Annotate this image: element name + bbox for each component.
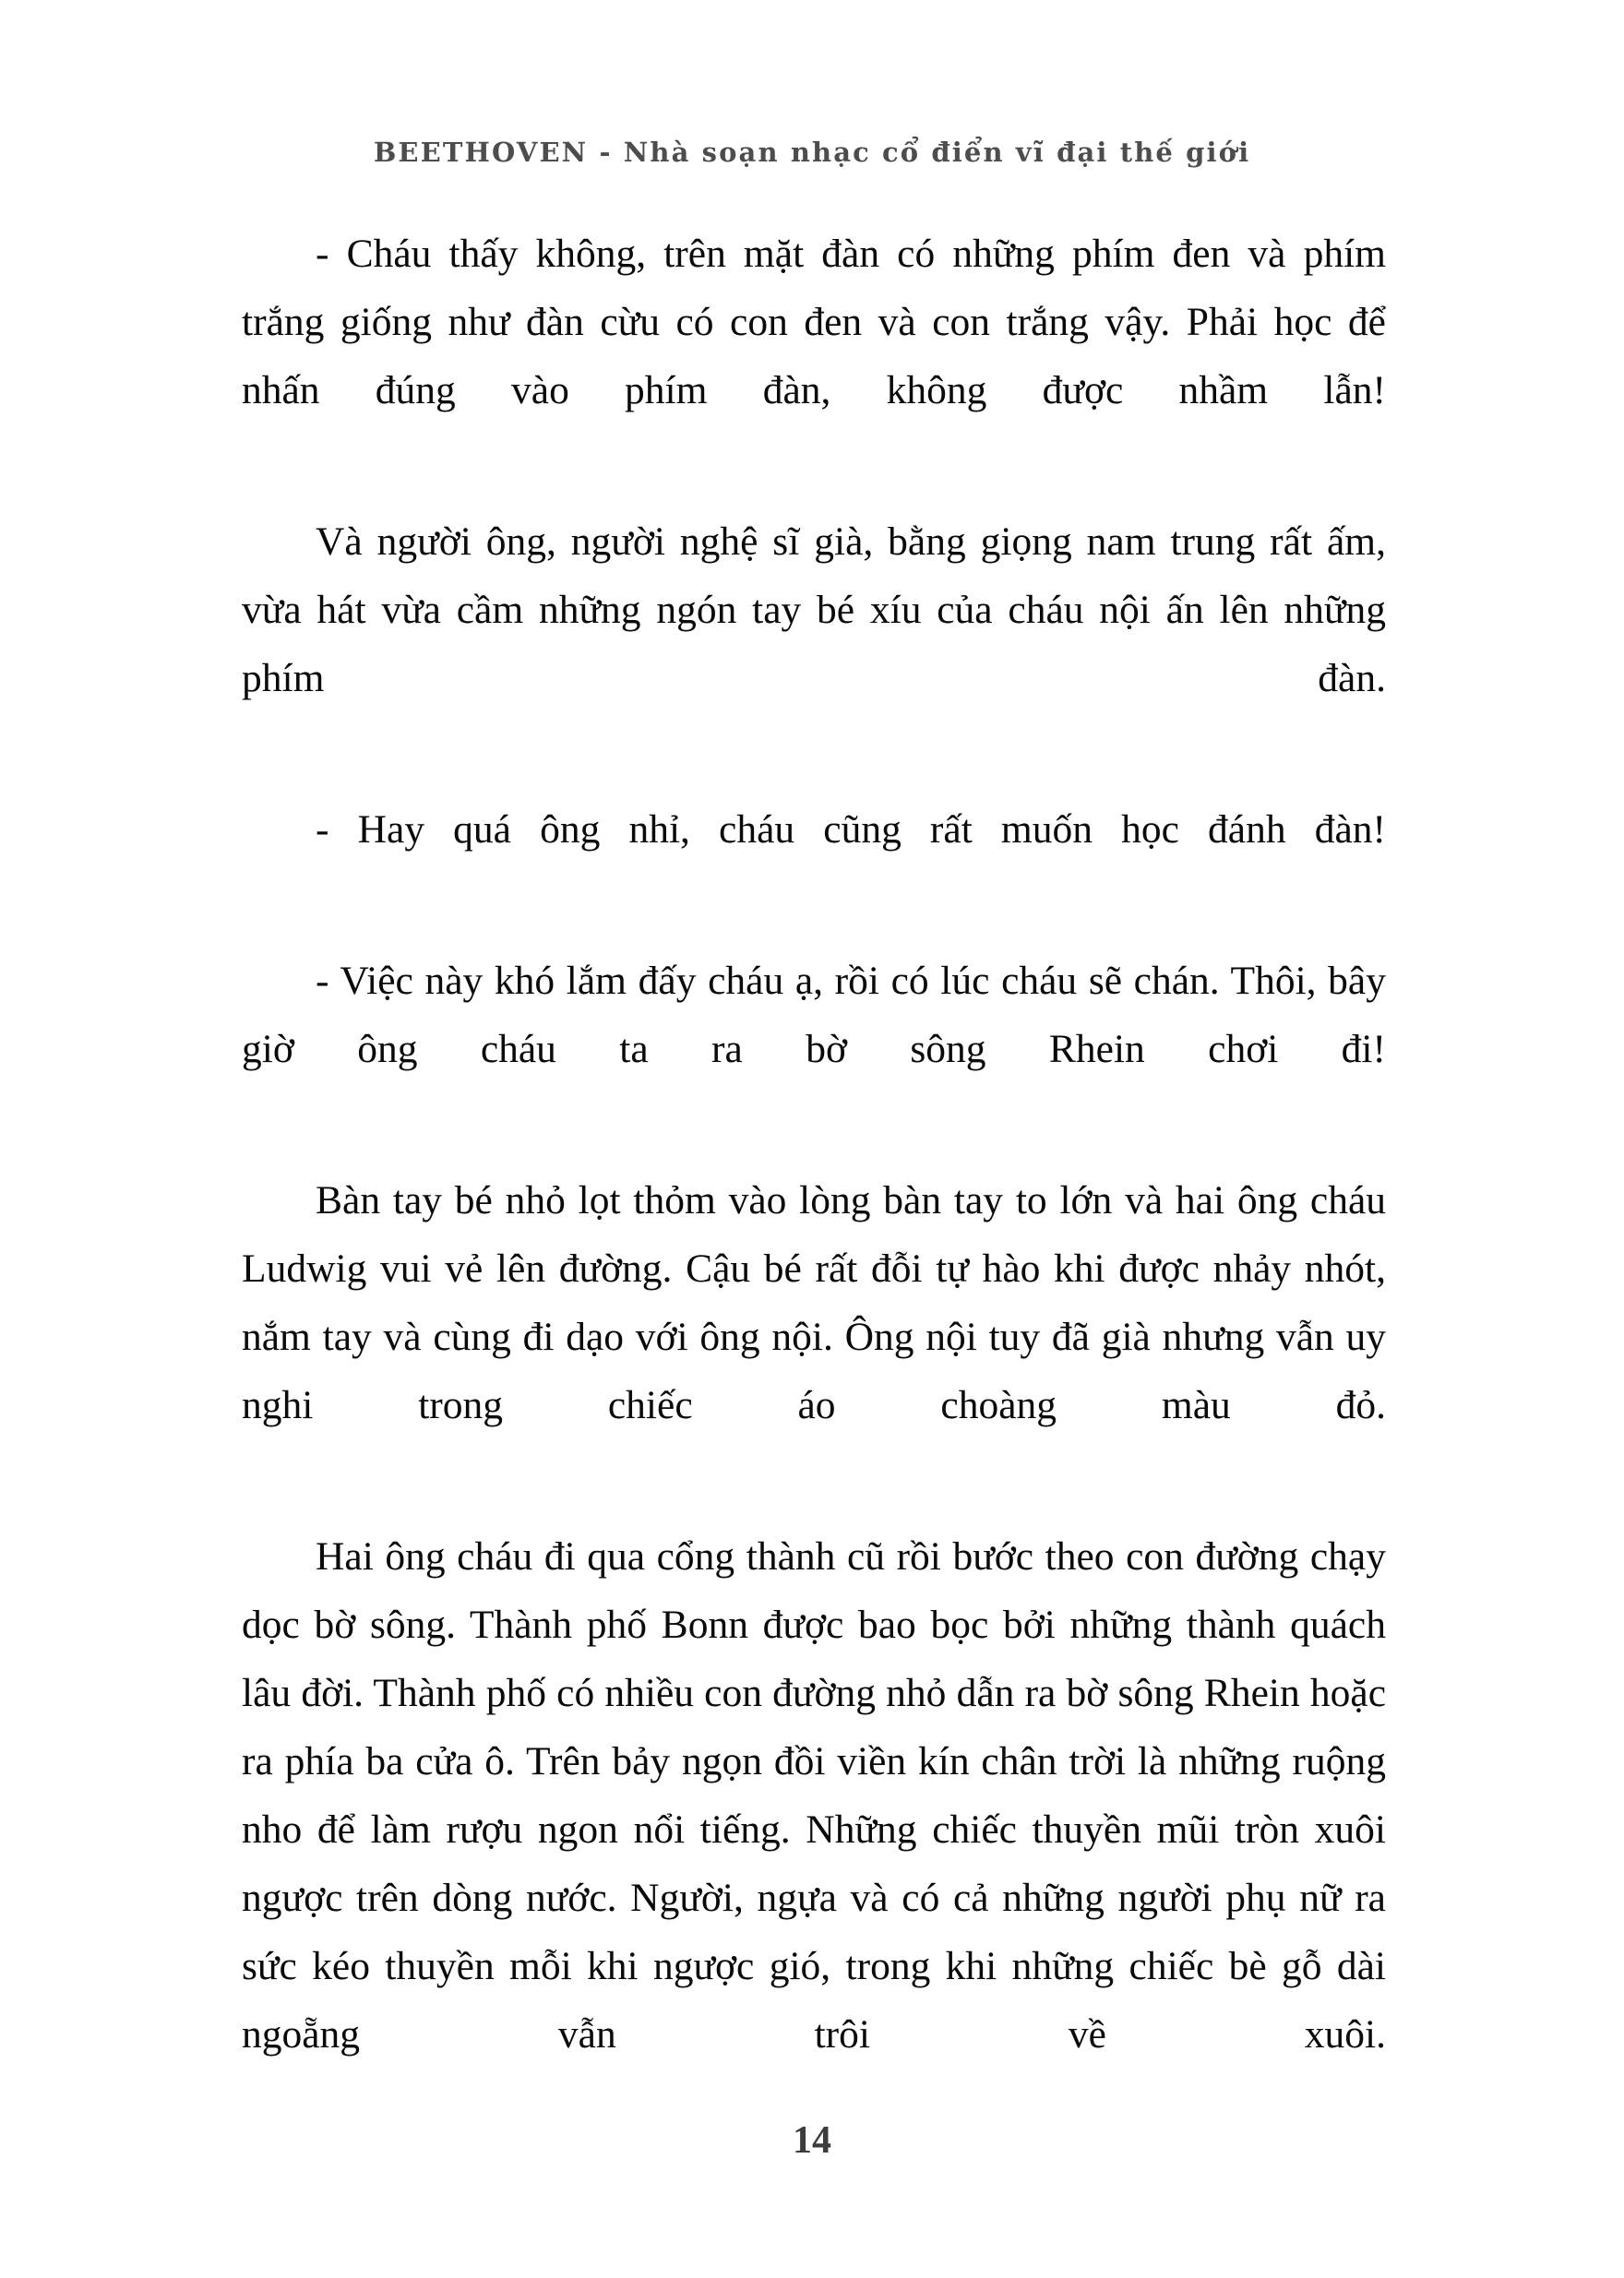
paragraph: Bàn tay bé nhỏ lọt thỏm vào lòng bàn tay to lớn và hai ông cháu Ludwig vui vẻ lên đường. Cậu bé rất đỗi tự hào khi được nhảy nhót, nắm tay và cùng đi dạo với ông nội. Ông nội tuy đã già nhưng vẫn uy nghi trong chiếc áo choàng màu đỏ. <box>242 1178 1386 1427</box>
running-header: BEETHOVEN - Nhà soạn nhạc cổ điển vĩ đại thế giới <box>373 137 1251 168</box>
paragraph: - Hay quá ông nhỉ, cháu cũng rất muốn học đánh đàn! <box>316 807 1386 852</box>
page-number: 14 <box>793 2119 831 2162</box>
paragraph: Hai ông cháu đi qua cổng thành cũ rồi bước theo con đường chạy dọc bờ sông. Thành phố Bonn được bao bọc bởi những thành quách lâu đời. Thành phố có nhiều con đường nhỏ dẫn ra bờ sông Rhein hoặc ra phía ba cửa ô. Trên bảy ngọn đồi viền kín chân trời là những ruộng nho để làm rượu ngon nổi tiếng. Những chiếc thuyền mũi tròn xuôi ngược trên dòng nước. Người, ngựa và có cả những người phụ nữ ra sức kéo thuyền mỗi khi ngược gió, trong khi những chiếc bè gỗ dài ngoẵng vẫn trôi về xuôi. <box>242 1534 1386 2057</box>
paragraph: - Việc này khó lắm đấy cháu ạ, rồi có lúc cháu sẽ chán. Thôi, bây giờ ông cháu ta ra bờ sông Rhein chơi đi! <box>242 959 1386 1071</box>
paragraph: Và người ông, người nghệ sĩ già, bằng giọng nam trung rất ấm, vừa hát vừa cầm những ngón tay bé xíu của cháu nội ấn lên những phím đàn. <box>242 519 1386 700</box>
body-text-block <box>242 220 1386 2137</box>
paragraph: - Cháu thấy không, trên mặt đàn có những phím đen và phím trắng giống như đàn cừu có con đen và con trắng vậy. Phải học để nhấn đúng vào phím đàn, không được nhầm lẫn! <box>242 232 1386 412</box>
